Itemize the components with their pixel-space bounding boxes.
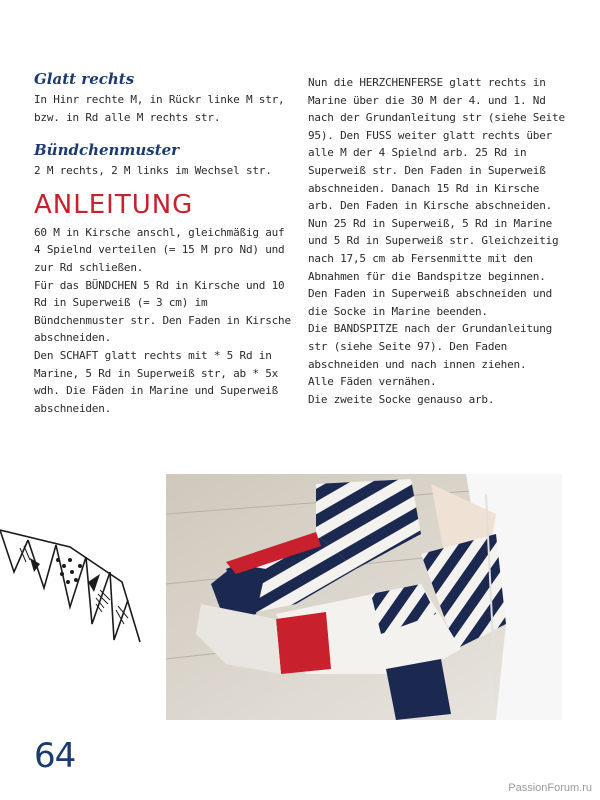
anleitung-heading: ANLEITUNG (34, 189, 194, 220)
ornament-fan-illustration (0, 512, 150, 647)
page-number: 64 (34, 736, 76, 776)
glatt-rechts-text: In Hinr rechte M, in Rückr linke M str, bzw. in Rd alle M rechts str. (34, 93, 285, 124)
striped-socks-image (166, 474, 562, 720)
socks-photo (166, 474, 562, 720)
buendchenmuster-text: 2 M rechts, 2 M links im Wechsel str. (34, 164, 272, 178)
anleitung-paragraph-2: Für das BÜNDCHEN 5 Rd in Kirsche und 10 Rd in Superweiß (= 3 cm) im Bündchenmuster str. Den Faden in Kirsche abschneiden. (34, 278, 291, 345)
anleitung-paragraph-1: 60 M in Kirsche anschl, gleichmäßig auf 4 Spielnd verteilen (= 15 M pro Nd) und zur Rd schließen. (34, 225, 285, 274)
anleitung-paragraph-3: Den SCHAFT glatt rechts mit * 5 Rd in Marine, 5 Rd in Superweiß str, ab * 5x wdh. Die Fäden in Marine und Superweiß abschneiden. (34, 348, 279, 415)
right-column (308, 74, 570, 408)
left-column (34, 69, 296, 417)
buendchenmuster-title: Bündchenmuster (34, 141, 180, 160)
right-paragraph-1: Nun die HERZCHENFERSE glatt rechts in Marine über die 30 M der 4. und 1. Nd nach der Grundanleitung str (siehe Seite 95). Den FUSS weiter glatt rechts über alle M der 4 Spielnd arb. 25 Rd in Superweiß str. Den Faden in Superweiß abschneiden. Danach 15 Rd in Kirsche arb. Den Faden in Kirsche abschneiden. Nun 25 Rd in Superweiß, 5 Rd in Marine und 5 Rd in Superweiß str. Gleichzeitig nach 17,5 cm ab Fersenmitte mit den Abnahmen für die Bandspitze beginnen. Den Faden in Superweiß abschneiden und die Socke in Marine beenden. (308, 76, 565, 318)
right-paragraph-2: Die BANDSPITZE nach der Grundanleitung str (siehe Seite 97). Den Faden abschneiden und nach innen ziehen. (308, 322, 553, 371)
right-paragraph-4: Die zweite Socke genauso arb. (308, 392, 495, 406)
right-paragraph-3: Alle Fäden vernähen. (308, 375, 437, 389)
glatt-rechts-title: Glatt rechts (34, 70, 135, 88)
watermark: PassionForum.ru (508, 782, 592, 794)
